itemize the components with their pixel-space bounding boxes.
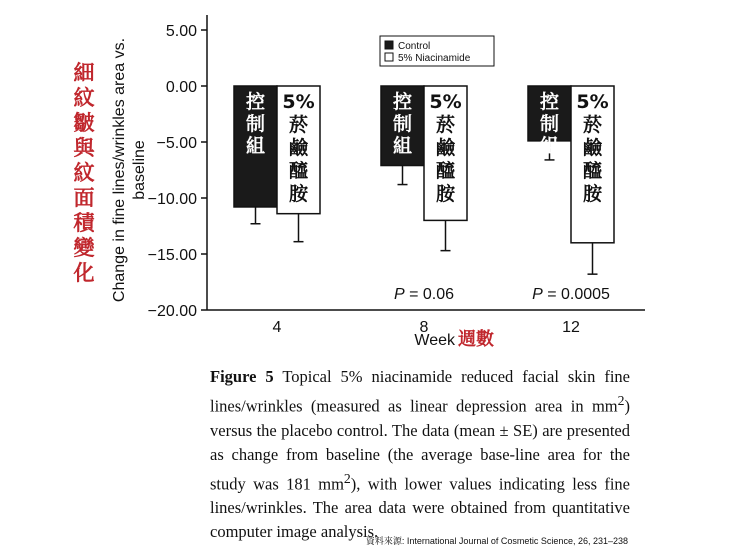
y-axis-label-chinese-char: 化 bbox=[73, 261, 95, 285]
y-tick-label: −20.00 bbox=[147, 303, 197, 320]
niacinamide-bar-label: 醯 bbox=[582, 160, 603, 182]
p-value-number: = 0.06 bbox=[404, 286, 455, 303]
legend-label: 5% Niacinamide bbox=[398, 53, 471, 64]
niacinamide-bar-label: 胺 bbox=[582, 183, 603, 205]
y-axis-label-chinese-char: 皺 bbox=[73, 111, 95, 135]
niacinamide-bar-label: 鹼 bbox=[582, 137, 603, 159]
control-bar-label: 控 bbox=[392, 91, 413, 113]
control-bar-label: 組 bbox=[392, 135, 413, 157]
y-tick-label: −10.00 bbox=[147, 191, 197, 208]
niacinamide-bar-label: 菸 bbox=[288, 114, 309, 136]
bars bbox=[234, 86, 614, 274]
legend-swatch bbox=[385, 53, 393, 61]
y-axis-label-chinese-char: 紋 bbox=[73, 161, 95, 185]
y-axis-label-chinese-char: 與 bbox=[73, 136, 95, 160]
control-bar-label: 組 bbox=[245, 135, 266, 157]
y-axis-label-chinese-char: 細 bbox=[73, 61, 95, 85]
x-axis-label: Week bbox=[414, 332, 455, 349]
p-value-symbol: P bbox=[532, 286, 543, 303]
p-value-annotation bbox=[532, 286, 610, 303]
niacinamide-bar-label: 鹼 bbox=[435, 137, 456, 159]
caption-superscript-2: 2 bbox=[343, 470, 351, 486]
x-tick-label: 12 bbox=[562, 319, 580, 336]
niacinamide-bar-label: 5% bbox=[429, 91, 462, 113]
x-tick-label: 4 bbox=[272, 319, 282, 336]
caption-text-3: ), with lower values indicating less fine lines/wrinkles. The area data were obtained from quantitative computer image analysis. bbox=[210, 474, 631, 541]
niacinamide-bar-label: 醯 bbox=[435, 160, 456, 182]
control-bar-label: 控 bbox=[539, 91, 560, 113]
figure-caption bbox=[210, 365, 630, 544]
y-axis-label-chinese-char: 變 bbox=[73, 236, 95, 260]
x-axis-label-chinese: 週數 bbox=[458, 329, 494, 350]
control-bar-label: 制 bbox=[392, 113, 413, 135]
niacinamide-bar-label: 5% bbox=[576, 91, 609, 113]
p-value-number: = 0.0005 bbox=[542, 286, 610, 303]
niacinamide-bar-label: 胺 bbox=[288, 183, 309, 205]
legend bbox=[380, 36, 494, 66]
y-axis-label-chinese-char: 面 bbox=[73, 186, 95, 210]
caption-superscript: 2 bbox=[617, 393, 625, 408]
y-axis-label-chinese bbox=[73, 61, 97, 285]
y-tick-label: −15.00 bbox=[147, 247, 197, 264]
y-axis-label-line-1: Change in fine lines/wrinkles area vs. bbox=[111, 37, 128, 303]
y-axis-ticks bbox=[148, 23, 207, 320]
legend-swatch bbox=[385, 41, 393, 49]
x-tick-label: 8 bbox=[419, 319, 429, 336]
y-axis-label-chinese-char: 積 bbox=[73, 211, 95, 235]
niacinamide-bar-label: 菸 bbox=[582, 114, 603, 136]
niacinamide-bar-label: 菸 bbox=[435, 114, 456, 136]
control-bar-label: 制 bbox=[245, 113, 266, 135]
legend-label: Control bbox=[398, 41, 431, 52]
control-bar-label: 組 bbox=[539, 135, 560, 157]
niacinamide-bar-label: 鹼 bbox=[288, 137, 309, 159]
niacinamide-bar-label: 5% bbox=[282, 91, 315, 113]
niacinamide-bar-label: 胺 bbox=[435, 183, 456, 205]
y-axis-label-chinese-char: 紋 bbox=[73, 86, 95, 110]
source-credit: 資料來源: International Journal of Cosmetic Science, 26, 231–238 bbox=[365, 536, 628, 546]
y-tick-label: 5.00 bbox=[165, 23, 197, 40]
p-value-symbol: P bbox=[393, 286, 405, 303]
p-value-annotation bbox=[394, 286, 454, 303]
niacinamide-bar-label: 醯 bbox=[288, 160, 309, 182]
caption-text-2: ) versus the placebo control. The data (mean ± SE) are presented as change from baseline (the average base-line area for the study was 181 mm bbox=[210, 396, 630, 493]
caption-text: Topical 5% niacinamide reduced facial skin fine lines/wrinkles (measured as linear depression area in mm bbox=[210, 367, 630, 416]
caption-label: Figure 5 bbox=[210, 367, 274, 386]
y-axis-label bbox=[111, 38, 148, 302]
annotations bbox=[394, 286, 610, 303]
y-tick-label: 0.00 bbox=[165, 79, 197, 96]
control-bar-label: 控 bbox=[245, 91, 266, 113]
control-bar-label: 制 bbox=[539, 113, 560, 135]
y-axis-label-line-2: baseline bbox=[131, 140, 148, 200]
y-tick-label: −5.00 bbox=[156, 135, 197, 152]
